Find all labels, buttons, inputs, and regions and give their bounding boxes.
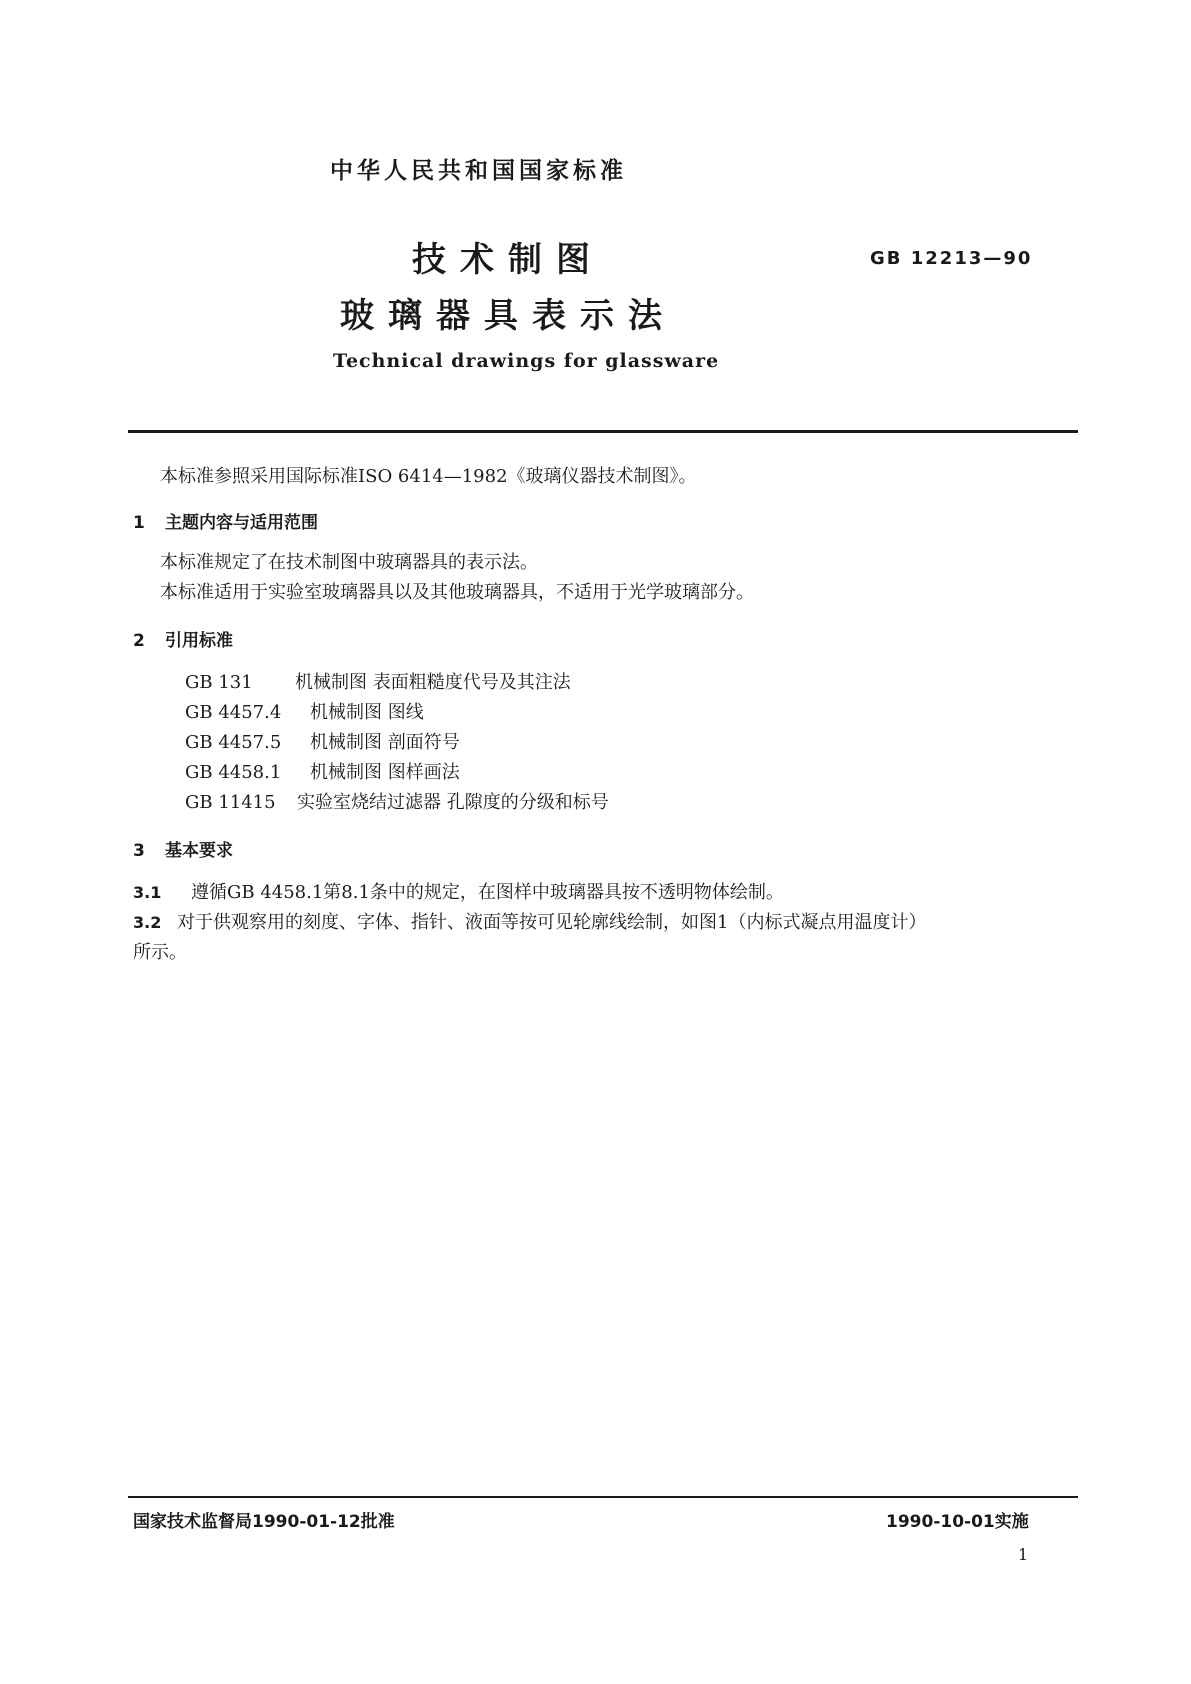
reference-code: GB 131	[185, 672, 253, 693]
footer-divider	[128, 1496, 1078, 1498]
clause-number: 3.1	[133, 883, 162, 902]
standard-code: GB 12213—90	[870, 248, 1033, 269]
clause-text: 对于供观察用的刻度、字体、指针、液面等按可见轮廓线绘制，如图1（内标式凝点用温度计）	[177, 912, 927, 933]
section-number: 2	[133, 631, 145, 651]
section-title: 主题内容与适用范围	[165, 513, 318, 533]
reference-item	[185, 698, 424, 724]
reference-title: 机械制图 剖面符号	[310, 732, 460, 753]
section-number: 1	[133, 513, 145, 533]
reference-title: 机械制图 图线	[310, 702, 424, 723]
reference-item	[185, 758, 460, 784]
clause-3-2-continuation: 所示。	[133, 942, 187, 963]
header-divider	[128, 430, 1078, 433]
document-title-line1: 技术制图	[412, 240, 604, 280]
reference-code: GB 11415	[185, 792, 276, 813]
section-heading-1	[133, 508, 318, 533]
english-title: Technical drawings for glassware	[333, 350, 720, 372]
section-title: 引用标准	[165, 631, 233, 651]
section-number: 3	[133, 841, 145, 861]
issuing-authority: 中华人民共和国国家标准	[330, 158, 627, 184]
page-number: 1	[1018, 1545, 1029, 1564]
section-1-paragraph-1: 本标准规定了在技术制图中玻璃器具的表示法。	[160, 552, 538, 573]
reference-code: GB 4457.5	[185, 732, 282, 753]
section-heading-3	[133, 836, 233, 861]
intro-paragraph: 本标准参照采用国际标准ISO 6414—1982《玻璃仪器技术制图》。	[160, 466, 697, 487]
reference-code: GB 4457.4	[185, 702, 282, 723]
reference-item	[185, 668, 571, 694]
implementation-date: 1990-10-01实施	[886, 1512, 1029, 1532]
reference-title: 机械制图 表面粗糙度代号及其注法	[295, 672, 571, 693]
clause-text: 遵循GB 4458.1第8.1条中的规定，在图样中玻璃器具按不透明物体绘制。	[191, 882, 784, 903]
reference-item	[185, 788, 609, 814]
section-title: 基本要求	[165, 841, 233, 861]
reference-code: GB 4458.1	[185, 762, 282, 783]
clause-number: 3.2	[133, 913, 162, 932]
reference-title: 实验室烧结过滤器 孔隙度的分级和标号	[297, 792, 609, 813]
clause-3-2	[133, 908, 926, 934]
document-title-line2: 玻璃器具表示法	[340, 296, 676, 336]
section-1-paragraph-2: 本标准适用于实验室玻璃器具以及其他玻璃器具，不适用于光学玻璃部分。	[160, 582, 754, 603]
section-heading-2	[133, 626, 233, 651]
approval-date: 国家技术监督局1990-01-12批准	[133, 1512, 395, 1532]
reference-item	[185, 728, 460, 754]
reference-title: 机械制图 图样画法	[310, 762, 460, 783]
clause-3-1	[133, 878, 784, 904]
